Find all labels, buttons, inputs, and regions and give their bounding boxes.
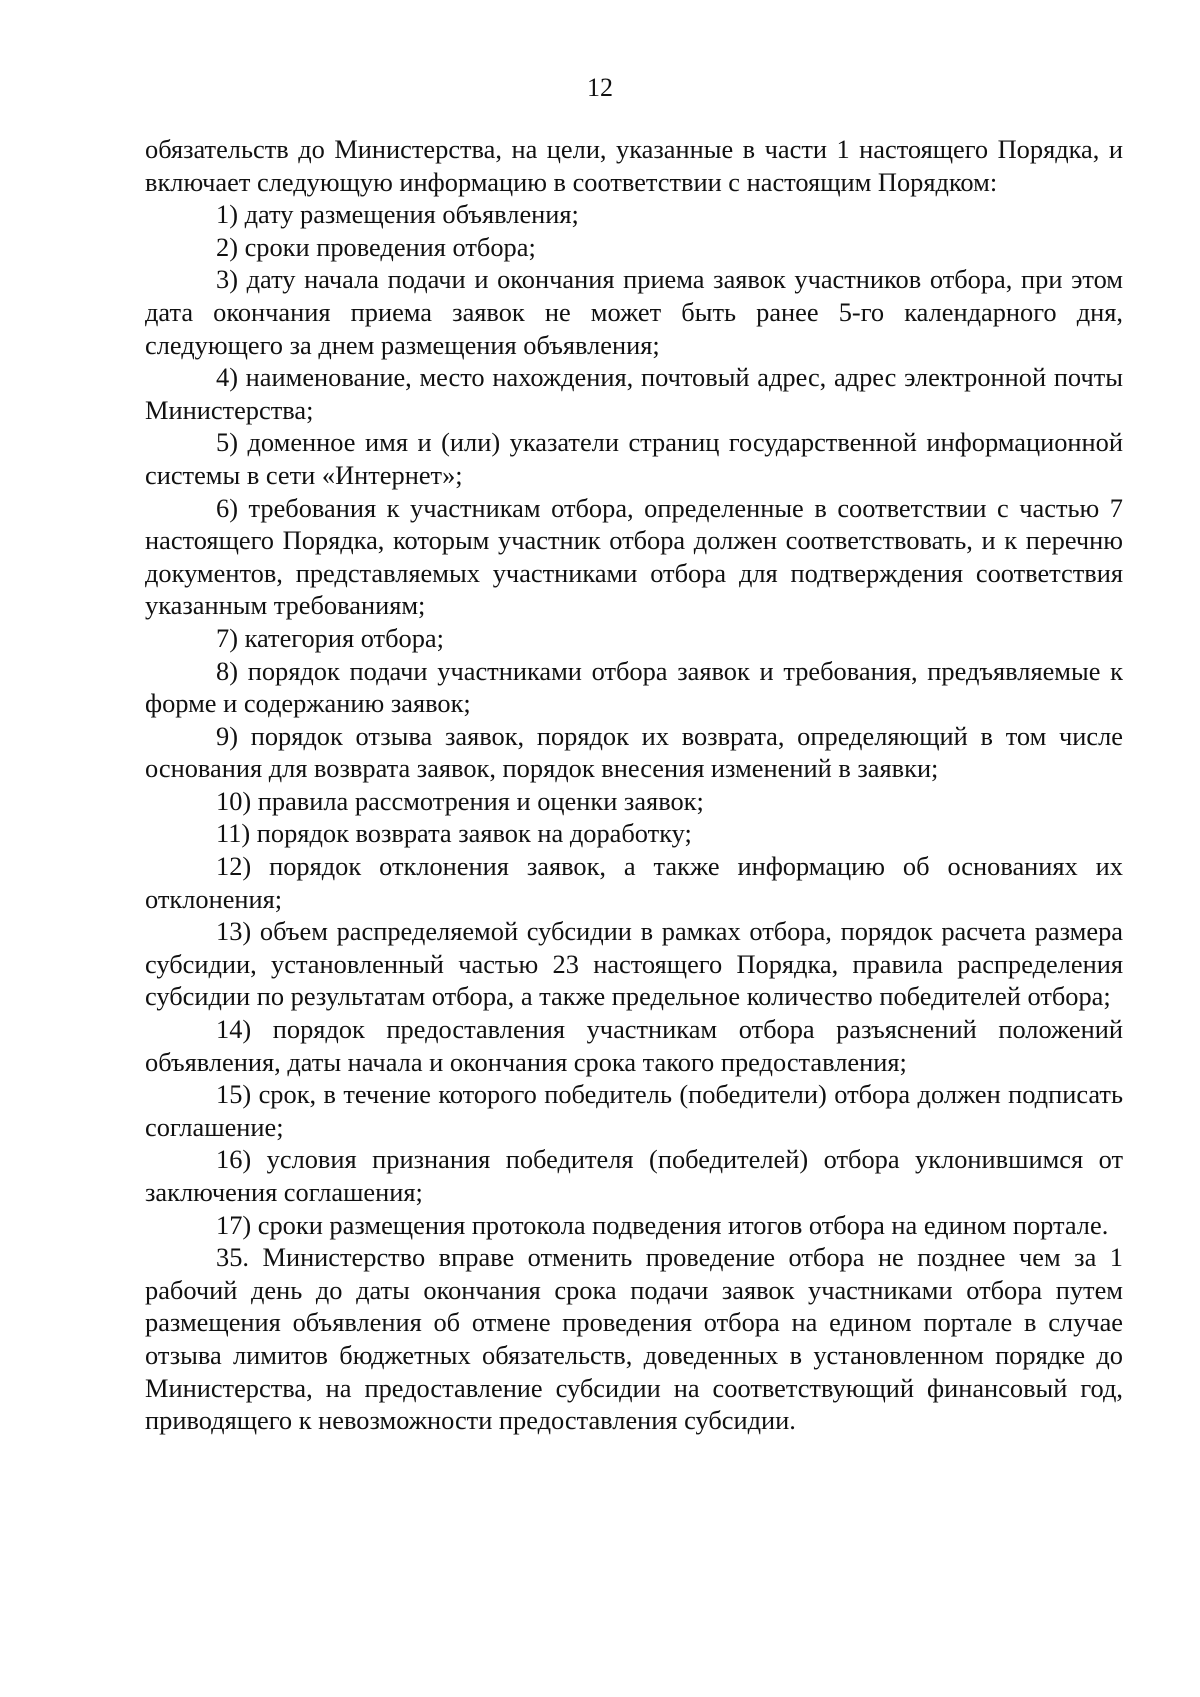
paragraph: 13) объем распределяемой субсидии в рамках отбора, порядок расчета размера субсидии, установленный частью 23 настоящего Порядка, правила распределения субсидии по результатам отбора, а также предельное количество победителей отбора; xyxy=(145,916,1123,1012)
paragraph: 9) порядок отзыва заявок, порядок их возврата, определяющий в том числе основания для возврата заявок, порядок внесения изменений в заявки; xyxy=(145,720,1123,784)
paragraph: 12) порядок отклонения заявок, а также информацию об основаниях их отклонения; xyxy=(145,851,1123,914)
paragraph: 2) сроки проведения отбора; xyxy=(216,231,536,262)
paragraph: 16) условия признания победителя (победителей) отбора уклонившимся от заключения соглашения; xyxy=(145,1144,1123,1207)
paragraph: 35. Министерство вправе отменить проведение отбора не позднее чем за 1 рабочий день до даты окончания срока подачи заявок участниками отбора путем размещения объявления об отмене проведения отбора на едином портале в случае отзыва лимитов бюджетных обязательств, доведенных в установленном порядке до Министерства, на предоставление субсидии на соответствующий финансовый год, приводящего к невозможности предоставления субсидии. xyxy=(145,1242,1123,1436)
paragraph: 6) требования к участникам отбора, определенные в соответствии с частью 7 настоящего Порядка, которым участник отбора должен соответствовать, и к перечню документов, представляемых участниками отбора для подтверждения соответствия указанным требованиям; xyxy=(145,492,1123,621)
paragraph: 14) порядок предоставления участникам отбора разъяснений положений объявления, даты начала и окончания срока такого предоставления; xyxy=(145,1014,1123,1077)
paragraph: 15) срок, в течение которого победитель (победители) отбора должен подписать соглашение; xyxy=(145,1079,1123,1142)
paragraph: 8) порядок подачи участниками отбора заявок и требования, предъявляемые к форме и содержанию заявок; xyxy=(145,655,1123,719)
page-number: 12 xyxy=(587,73,613,102)
paragraph: 4) наименование, место нахождения, почтовый адрес, адрес электронной почты Министерства; xyxy=(145,362,1123,425)
paragraph: 11) порядок возврата заявок на доработку; xyxy=(216,818,692,849)
paragraph: 1) дату размещения объявления; xyxy=(216,199,579,230)
document-body xyxy=(145,133,1123,1437)
paragraph: 3) дату начала подачи и окончания приема заявок участников отбора, при этом дата окончания приема заявок не может быть ранее 5-го календарного дня, следующего за днем размещения объявления; xyxy=(145,264,1123,360)
paragraph: 5) доменное имя и (или) указатели страниц государственной информационной системы в сети «Интернет»; xyxy=(145,427,1123,490)
paragraph: 10) правила рассмотрения и оценки заявок; xyxy=(216,785,704,816)
paragraph: обязательств до Министерства, на цели, указанные в части 1 настоящего Порядка, и включает следующую информацию в соответствии с настоящим Порядком: xyxy=(145,134,1123,197)
paragraph: 17) сроки размещения протокола подведения итогов отбора на едином портале. xyxy=(216,1209,1109,1240)
paragraph: 7) категория отбора; xyxy=(216,622,444,653)
